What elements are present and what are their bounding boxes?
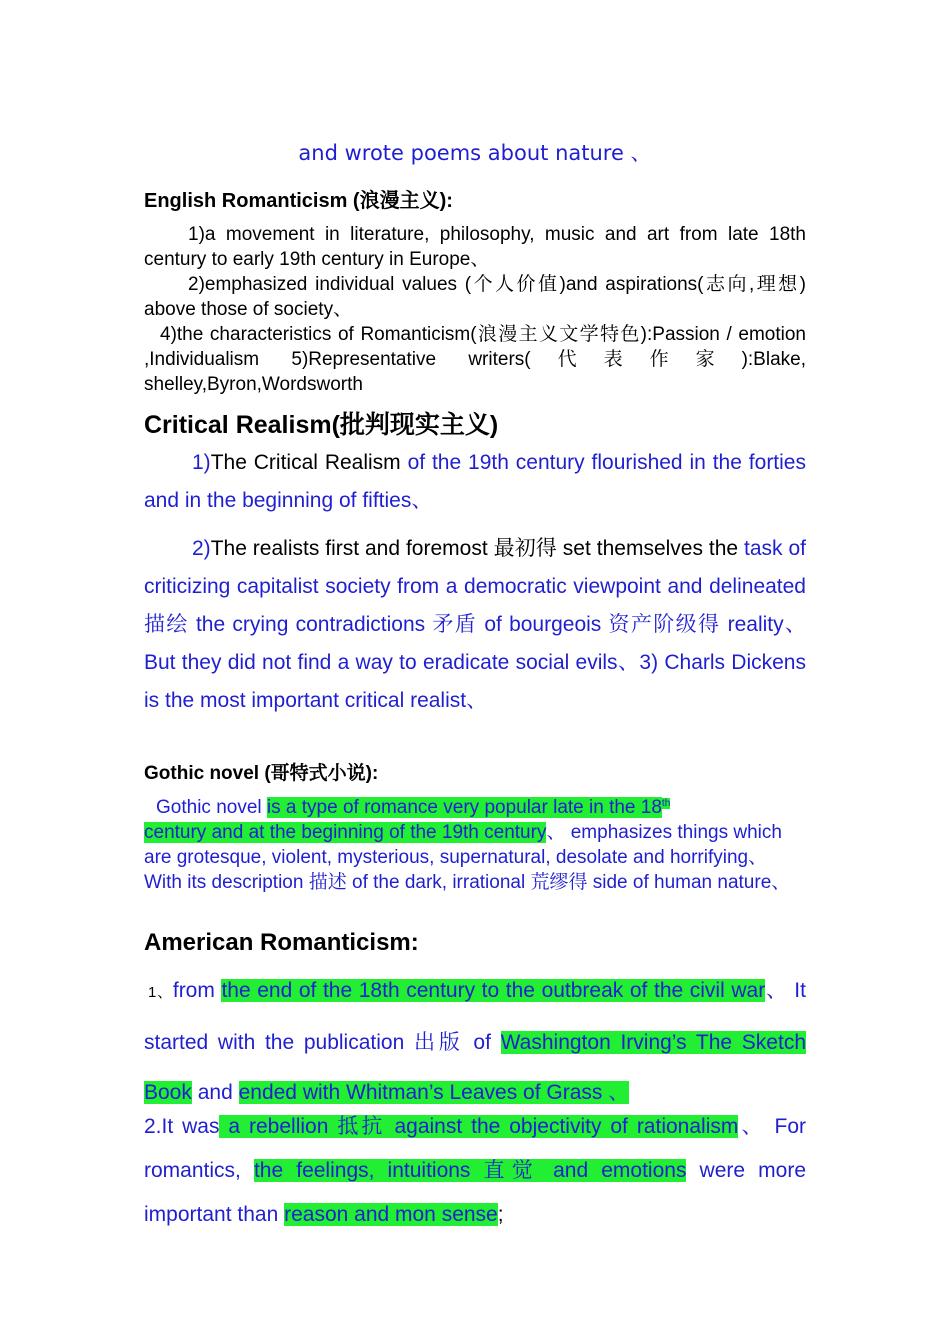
american-highlight-3: ended with Whitman’s Leaves of Grass 、 (238, 1081, 630, 1104)
critical-body (144, 444, 806, 520)
american-mid: 、 It started with the publication 出版 of (144, 979, 806, 1054)
american-body-2 (144, 1105, 806, 1237)
gothic-superscript: th (661, 797, 671, 809)
english-point-3: 4)the characteristics of Romanticism(浪漫主义文学特色):Passion / emotion ,Individualism 5)Representative writers(代表作家):Blake, shelley,Byron,Wordsworth (144, 324, 806, 395)
gothic-body (144, 795, 806, 895)
american-from: from (172, 979, 222, 1002)
american-section (144, 929, 806, 957)
critical-point-1-lead: The Critical Realism (210, 451, 408, 474)
gothic-section (144, 758, 806, 785)
critical-point-1-number: 1) (192, 451, 211, 474)
american-p2-end: ; (497, 1203, 504, 1226)
american-p2-mid2: were more important than (144, 1159, 806, 1226)
gothic-highlight-1: is a type of romance very popular late in the 18 (266, 797, 662, 818)
continuation-line: and wrote poems about nature 、 (298, 141, 652, 165)
section-heading-critical: Critical Realism(批判现实主义) (144, 411, 499, 439)
american-highlight-2: Washington Irving’s The Sketch Book (144, 1031, 806, 1104)
section-heading-american: American Romanticism: (144, 929, 419, 956)
english-point-2: 2)emphasized individual values (个人价值)and aspirations(志向,理想) above those of society、 (144, 274, 806, 320)
gothic-paragraph (144, 795, 806, 895)
critical-body-2 (144, 530, 806, 720)
critical-point-2-lead: The realists first and foremost 最初得 set themselves the (210, 537, 745, 560)
american-highlight-1: the end of the 18th century to the outbreak of the civil war (221, 979, 766, 1002)
american-and: and (191, 1081, 239, 1104)
american-p2-mid: 、 For romantics, (144, 1115, 806, 1182)
critical-point-2-number: 2) (192, 537, 211, 560)
american-body (144, 966, 806, 1118)
gothic-rest: 、 emphasizes things which are grotesque, violent, mysterious, supernatural, desolate and horrifying、 With its description 描述 of the dark, irrational 荒缪得 side of human nature、 (144, 822, 791, 893)
section-heading-english: English Romanticism (浪漫主义): (144, 190, 453, 212)
english-body (144, 222, 806, 397)
american-point-2 (144, 1105, 806, 1237)
critical-point-1 (144, 444, 806, 520)
american-p2-start: 2.It was (144, 1115, 220, 1138)
english-point-1: 1)a movement in literature, philosophy, music and art from late 18th century to early 19th century in Europe、 (144, 224, 806, 270)
gothic-highlight-2: century and at the beginning of the 19th century (144, 822, 547, 843)
critical-point-2-body: task of criticizing capitalist society from a democratic viewpoint and delineated 描绘 the crying contradictions 矛盾 of bourgeois 资产阶级得 reality、 But they did not find a way to eradicate social evils、3) Charls Dickens is the most important critical realist、 (144, 537, 806, 712)
gothic-lead: Gothic novel (156, 797, 267, 818)
american-highlight-4: a rebellion 抵抗 against the objectivity of rationalism (219, 1115, 739, 1138)
american-highlight-6: reason and mon sense (284, 1203, 498, 1226)
american-point-1 (144, 966, 806, 1118)
critical-realism-section (144, 405, 806, 441)
critical-point-2 (144, 530, 806, 720)
american-highlight-5: the feelings, intuitions 直觉 and emotions (253, 1159, 687, 1182)
american-point-1-number: 1、 (148, 984, 173, 1001)
section-heading-gothic: Gothic novel (哥特式小说): (144, 763, 379, 784)
english-romanticism-section (144, 184, 806, 213)
critical-point-1-body: of the 19th century flourished in the forties and in the beginning of fifties、 (144, 451, 806, 512)
